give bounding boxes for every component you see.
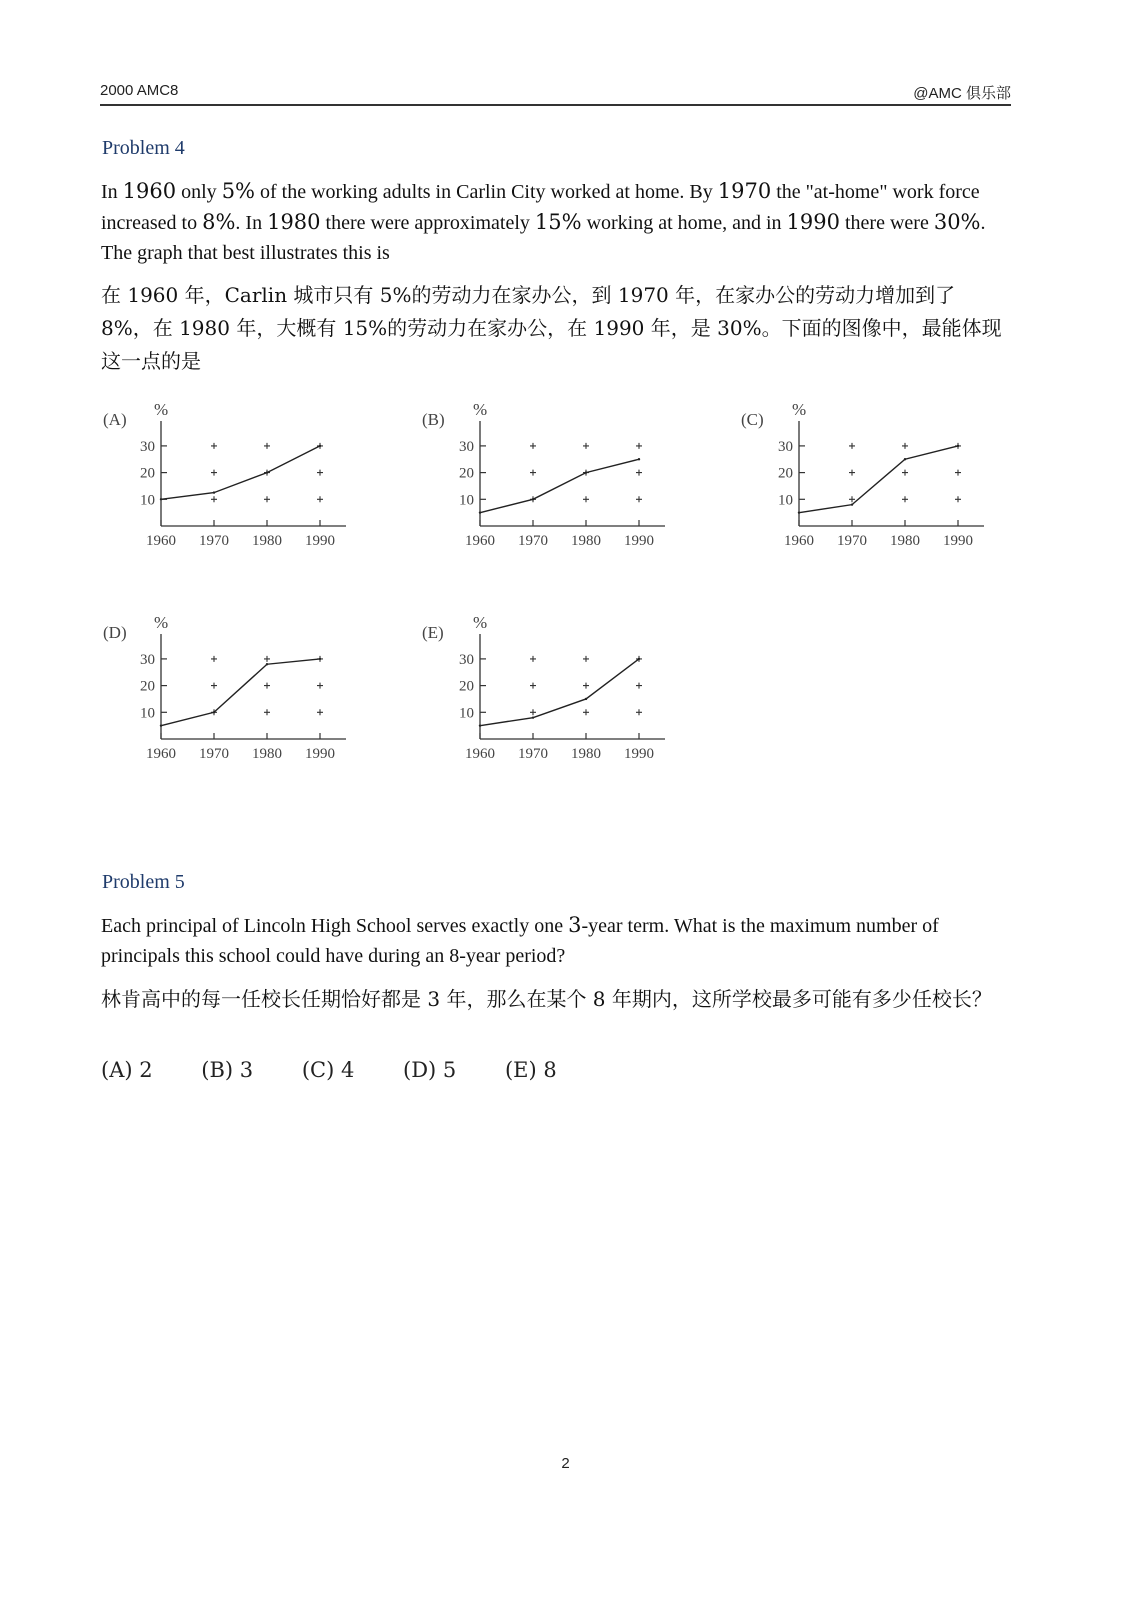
x-tick-label: 1970 — [518, 533, 548, 549]
en-number: 5% — [221, 179, 256, 203]
y-tick-label: 30 — [140, 651, 155, 668]
grid-cross — [902, 470, 908, 476]
y-tick-label: 20 — [459, 678, 474, 695]
chart-label: (B) — [422, 410, 445, 429]
x-tick-label: 1980 — [890, 533, 920, 549]
grid-cross — [211, 443, 217, 449]
grid-cross — [264, 656, 270, 662]
chart-e — [414, 608, 684, 773]
page-number: 2 — [561, 1455, 570, 1472]
data-point — [266, 471, 268, 473]
y-tick-label: 10 — [459, 492, 474, 509]
grid-cross — [530, 443, 536, 449]
x-tick-label: 1990 — [624, 746, 654, 762]
en-number: 15% — [534, 210, 582, 234]
en-text: working at home, and in — [581, 212, 787, 234]
grid-cross — [211, 656, 217, 662]
grid-cross — [955, 470, 961, 476]
x-tick-label: 1990 — [305, 746, 335, 762]
series-line — [480, 459, 639, 512]
grid-cross — [211, 683, 217, 689]
data-point — [585, 698, 587, 700]
x-tick-label: 1980 — [571, 533, 601, 549]
grid-cross — [636, 709, 642, 715]
grid-cross — [264, 709, 270, 715]
page-header — [100, 80, 1011, 102]
en-number: 30% — [933, 210, 981, 234]
choice-e: (E) 8 — [504, 1058, 557, 1082]
y-tick-label: 30 — [459, 651, 474, 668]
grid-cross — [849, 470, 855, 476]
en-number: 1980 — [267, 210, 321, 234]
data-point — [213, 491, 215, 493]
problem-5-text-en — [101, 910, 1001, 971]
chart-label: (C) — [741, 410, 764, 429]
y-tick-label: 30 — [140, 438, 155, 455]
grid-cross — [636, 443, 642, 449]
grid-cross — [211, 470, 217, 476]
en-number: 3 — [568, 913, 582, 937]
x-tick-label: 1980 — [252, 746, 282, 762]
answer-choices — [101, 1058, 599, 1082]
problem-4-text-en — [101, 176, 1001, 268]
grid-cross — [317, 496, 323, 502]
en-text: of the working adults in Carlin City worked at home. By — [255, 181, 718, 203]
en-text: . In — [235, 212, 268, 234]
grid-cross — [849, 443, 855, 449]
grid-cross — [583, 683, 589, 689]
problem-4-text-zh: 在 1960 年，Carlin 城市只有 5%的劳动力在家办公，到 1970 年，在家办公的劳动力增加到了 8%，在 1980 年，大概有 15%的劳动力在家办公，在 1990 年，是 30%。下面的图像中，最能体现这一点的是 — [101, 283, 1002, 373]
y-tick-label: 20 — [140, 678, 155, 695]
grid-cross — [264, 443, 270, 449]
grid-cross — [955, 496, 961, 502]
en-text: there were — [840, 212, 934, 234]
en-text: . The graph that best illustrates this is — [101, 212, 986, 264]
grid-cross — [530, 683, 536, 689]
grid-cross — [636, 470, 642, 476]
chart-label: (E) — [422, 623, 444, 642]
grid-cross — [583, 656, 589, 662]
y-tick-label: 20 — [778, 465, 793, 482]
en-text: there were approximately — [320, 212, 535, 234]
y-tick-label: 30 — [459, 438, 474, 455]
x-tick-label: 1980 — [571, 746, 601, 762]
grid-cross — [636, 683, 642, 689]
y-tick-label: 10 — [140, 492, 155, 509]
choice-b: (B) 3 — [201, 1058, 254, 1082]
data-point — [532, 716, 534, 718]
problem-5-text-zh: 林肯高中的每一任校长任期恰好都是 3 年，那么在某个 8 年期内，这所学校最多可能有多少任校长？ — [101, 987, 992, 1011]
header-right: @AMC 俱乐部 — [913, 85, 1011, 102]
x-tick-label: 1960 — [465, 533, 495, 549]
series-line — [161, 446, 320, 499]
data-point — [160, 724, 162, 726]
choice-c: (C) 4 — [301, 1058, 355, 1082]
grid-cross — [902, 496, 908, 502]
data-point — [638, 658, 640, 660]
y-tick-label: 20 — [140, 465, 155, 482]
data-point — [904, 458, 906, 460]
data-point — [479, 511, 481, 513]
chart-d — [95, 608, 365, 773]
y-axis-label: % — [154, 613, 169, 632]
en-number: 1970 — [717, 179, 772, 203]
grid-cross — [530, 656, 536, 662]
x-tick-label: 1970 — [199, 533, 229, 549]
grid-cross — [530, 709, 536, 715]
chart-c — [733, 395, 1003, 560]
grid-cross — [317, 470, 323, 476]
y-tick-label: 20 — [459, 465, 474, 482]
chart-e-svg — [414, 608, 684, 768]
x-tick-label: 1970 — [518, 746, 548, 762]
x-tick-label: 1980 — [252, 533, 282, 549]
grid-cross — [583, 443, 589, 449]
header-rule — [100, 104, 1011, 106]
x-tick-label: 1970 — [837, 533, 867, 549]
x-tick-label: 1990 — [624, 533, 654, 549]
y-axis-label: % — [473, 613, 488, 632]
y-tick-label: 30 — [778, 438, 793, 455]
choice-d: (D) 5 — [403, 1058, 457, 1082]
problem-4-title: Problem 4 — [102, 137, 185, 159]
series-line — [799, 446, 958, 513]
choice-a: (A) 2 — [101, 1058, 153, 1082]
data-point — [319, 445, 321, 447]
grid-cross — [317, 709, 323, 715]
chart-d-svg — [95, 608, 365, 768]
en-text: Each principal of Lincoln High School serves exactly one — [101, 915, 569, 937]
y-axis-label: % — [792, 400, 807, 419]
grid-cross — [583, 496, 589, 502]
x-tick-label: 1960 — [784, 533, 814, 549]
chart-label: (D) — [103, 623, 127, 642]
y-tick-label: 10 — [778, 492, 793, 509]
y-axis-label: % — [473, 400, 488, 419]
data-point — [479, 724, 481, 726]
chart-c-svg — [733, 395, 1003, 555]
data-point — [266, 663, 268, 665]
data-point — [585, 471, 587, 473]
data-point — [532, 498, 534, 500]
grid-cross — [317, 683, 323, 689]
x-tick-label: 1970 — [199, 746, 229, 762]
problem-5-title: Problem 5 — [102, 871, 185, 893]
grid-cross — [530, 470, 536, 476]
series-line — [161, 659, 320, 726]
data-point — [160, 498, 162, 500]
grid-cross — [264, 683, 270, 689]
data-point — [319, 658, 321, 660]
data-point — [213, 711, 215, 713]
x-tick-label: 1960 — [146, 533, 176, 549]
grid-cross — [902, 443, 908, 449]
grid-cross — [264, 496, 270, 502]
y-tick-label: 10 — [140, 705, 155, 722]
chart-a — [95, 395, 365, 560]
chart-a-svg — [95, 395, 365, 555]
en-text: the "at-home" work force increased to — [101, 181, 980, 234]
grid-cross — [583, 709, 589, 715]
chart-b-svg — [414, 395, 684, 555]
data-point — [957, 445, 959, 447]
data-point — [851, 503, 853, 505]
en-number: 1960 — [122, 179, 177, 203]
grid-cross — [849, 496, 855, 502]
chart-b — [414, 395, 684, 560]
chart-label: (A) — [103, 410, 127, 429]
y-axis-label: % — [154, 400, 169, 419]
x-tick-label: 1960 — [146, 746, 176, 762]
header-left: 2000 AMC8 — [100, 82, 179, 99]
en-text: -year term. What is the maximum number of principals this school could have during an 8-year period? — [101, 915, 939, 967]
y-tick-label: 10 — [459, 705, 474, 722]
data-point — [638, 458, 640, 460]
data-point — [798, 511, 800, 513]
en-number: 1990 — [786, 210, 840, 234]
grid-cross — [636, 496, 642, 502]
x-tick-label: 1990 — [305, 533, 335, 549]
x-tick-label: 1960 — [465, 746, 495, 762]
x-tick-label: 1990 — [943, 533, 973, 549]
en-text: In — [101, 181, 123, 203]
series-line — [480, 659, 639, 726]
grid-cross — [211, 496, 217, 502]
en-text: only — [176, 181, 222, 203]
en-number: 8% — [202, 210, 236, 234]
